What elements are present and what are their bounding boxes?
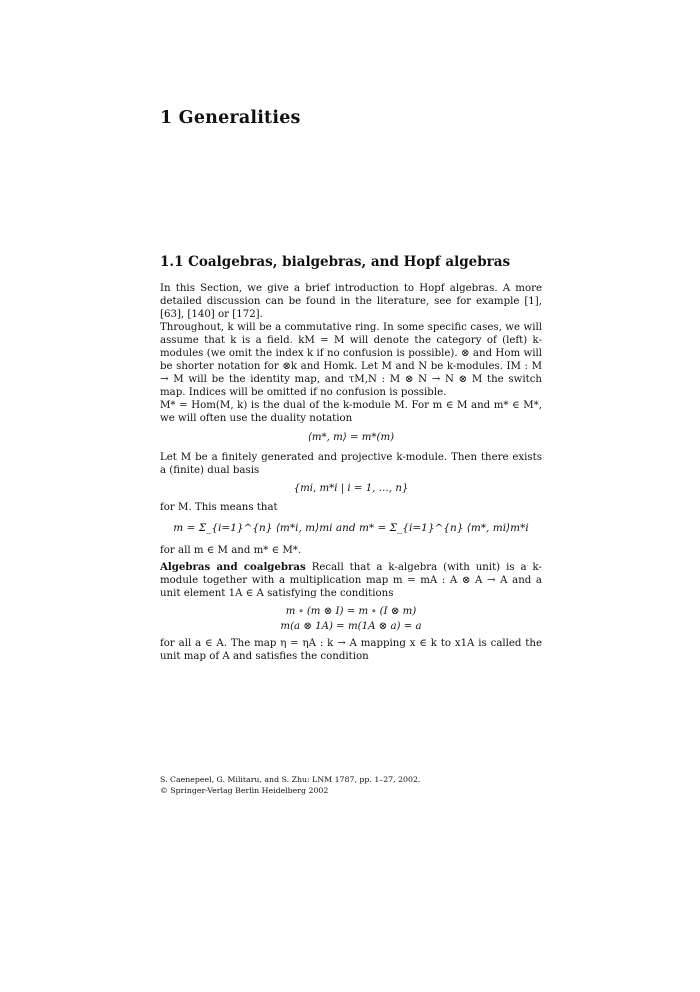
paragraph-for-all: for all m ∈ M and m* ∈ M*. (160, 545, 302, 556)
footer-copyright: © Springer-Verlag Berlin Heidelberg 2002 (160, 785, 329, 795)
paragraph-conventions: Throughout, k will be a commutative ring. In some specific cases, we will assume that k is a field. kM = M will denote the category of (left) k-modules (we omit the index k if no confusion is possible). ⊗ and Hom will be shorter notation for ⊗k and Homk. Let M and N be k-modules. IM : M → M will be the identity map, and τM,N : M ⊗ N → N ⊗ M the switch map. Indices will be omitted if no confusion is possible. (160, 322, 542, 398)
paragraph-fgp: Let M be a finitely generated and projective k-module. Then there exists a (finite) dual basis (160, 452, 542, 476)
duality-formula: ⟨m*, m⟩ = m*(m) (307, 432, 395, 443)
dual-basis-sum-formula: m = Σ_{i=1}^{n} ⟨m*i, m⟩mi and m* = Σ_{i=1}^{n} ⟨m*, mi⟩m*i (173, 522, 529, 534)
footer-citation: S. Caenepeel, G. Militaru, and S. Zhu: LNM 1787, pp. 1–27, 2002. (160, 775, 421, 784)
paragraph-heading-algebras: Algebras and coalgebras (160, 561, 306, 573)
associativity-formula: m ∘ (m ⊗ I) = m ∘ (I ⊗ m) (285, 606, 417, 617)
body-text (160, 282, 542, 663)
page-footer (160, 775, 542, 796)
paragraph-intro: In this Section, we give a brief introduction to Hopf algebras. A more detailed discussion can be found in the literature, see for example [1], [63], [140] or [172]. (160, 283, 542, 320)
paragraph-which-means: for M. This means that (160, 502, 278, 513)
section-title: 1.1 Coalgebras, bialgebras, and Hopf algebras (160, 254, 511, 270)
chapter-title: 1 Generalities (160, 108, 301, 128)
paragraph-algebras (160, 561, 542, 600)
unit-formula: m(a ⊗ 1A) = m(1A ⊗ a) = a (280, 621, 422, 632)
paragraph-algebras-body: Recall that a k-algebra (with unit) is a k-module together with a multiplication map m = mA : A ⊗ A → A and a unit element 1A ∈ A satisfying the conditions (160, 562, 542, 599)
dual-basis-formula: {mi, m*i | i = 1, …, n} (293, 483, 409, 494)
paragraph-unit-map: for all a ∈ A. The map η = ηA : k → A mapping x ∈ k to x1A is called the unit map of A and satisfies the condition (160, 638, 542, 662)
paragraph-dual: M* = Hom(M, k) is the dual of the k-module M. For m ∈ M and m* ∈ M*, we will often use the duality notation (160, 400, 542, 424)
